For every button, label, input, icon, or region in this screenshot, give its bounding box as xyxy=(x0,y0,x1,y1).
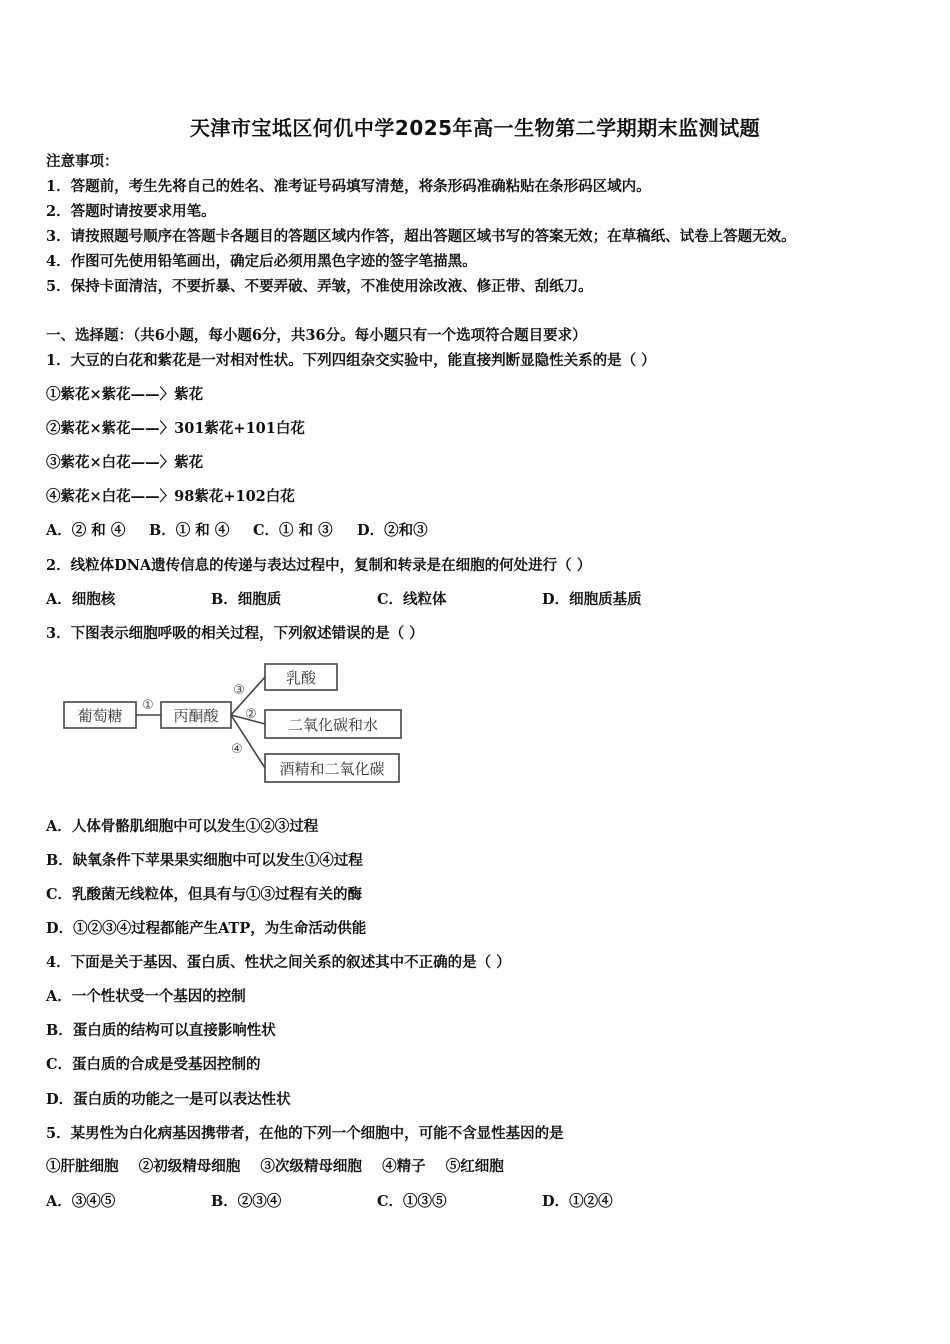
section-heading: 一、选择题：（共6小题，每小题6分，共36分。每小题只有一个选项符合题目要求） xyxy=(46,327,587,344)
option-c[interactable]: C．蛋白质的合成是受基因控制的 xyxy=(46,1056,261,1073)
cross-item: ①紫花×紫花——〉紫花 xyxy=(46,386,204,403)
question-stem: 3．下图表示细胞呼吸的相关过程，下列叙述错误的是（ ） xyxy=(46,625,424,642)
option-a[interactable]: A．③④⑤ xyxy=(46,1193,116,1210)
answer-options xyxy=(46,1192,613,1212)
option-b[interactable]: B．缺氧条件下苹果果实细胞中可以发生①④过程 xyxy=(46,852,363,869)
option-c[interactable]: C．线粒体 xyxy=(377,591,447,608)
question-stem: 2．线粒体DNA遗传信息的传递与表达过程中，复制和转录是在细胞的何处进行（ ） xyxy=(46,557,592,574)
co2-water-label: 二氧化碳和水 xyxy=(287,716,379,734)
step-2-label: ② xyxy=(245,707,257,722)
respiration-diagram xyxy=(60,660,410,785)
cell-list: ①肝脏细胞 ②初级精母细胞 ③次级精母细胞 ④精子 ⑤红细胞 xyxy=(46,1158,504,1175)
alcohol-co2-label: 酒精和二氧化碳 xyxy=(279,760,385,778)
notice-item: 2．答题时请按要求用笔。 xyxy=(46,203,216,220)
option-c[interactable]: C．① 和 ③ xyxy=(253,522,333,539)
option-c[interactable]: C．①③⑤ xyxy=(377,1193,447,1210)
notice-item: 5．保持卡面清洁，不要折暴、不要弄破、弄皱，不准使用涂改液、修正带、刮纸刀。 xyxy=(46,278,593,295)
option-b[interactable]: B．②③④ xyxy=(211,1193,282,1210)
step-3-label: ③ xyxy=(233,683,245,698)
step-4-label: ④ xyxy=(231,742,243,757)
option-d[interactable]: D．②和③ xyxy=(357,522,428,539)
cross-item: ②紫花×紫花——〉301紫花+101白花 xyxy=(46,420,305,437)
cross-item: ③紫花×白花——〉紫花 xyxy=(46,454,204,471)
option-a[interactable]: A．② 和 ④ xyxy=(46,522,126,539)
option-a[interactable]: A．一个性状受一个基因的控制 xyxy=(46,988,246,1005)
question-stem: 1．大豆的白花和紫花是一对相对性状。下列四组杂交实验中，能直接判断显隐性关系的是（ ） xyxy=(46,352,656,369)
notice-item: 3．请按照题号顺序在答题卡各题目的答题区域内作答，超出答题区域书写的答案无效；在草稿纸、试卷上答题无效。 xyxy=(46,228,796,245)
lactic-acid-label: 乳酸 xyxy=(285,669,317,687)
option-d[interactable]: D．①②④ xyxy=(542,1193,613,1210)
question-stem: 5．某男性为白化病基因携带者，在他的下列一个细胞中，可能不含显性基因的是 xyxy=(46,1125,564,1142)
notice-item: 1．答题前，考生先将自己的姓名、准考证号码填写清楚，将条形码准确粘贴在条形码区域内。 xyxy=(46,178,651,195)
answer-options xyxy=(46,590,642,610)
step-1-label: ① xyxy=(142,698,154,713)
option-d[interactable]: D．①②③④过程都能产生ATP，为生命活动供能 xyxy=(46,920,367,937)
question-stem: 4．下面是关于基因、蛋白质、性状之间关系的叙述其中不正确的是（ ） xyxy=(46,954,511,971)
pyruvate-label: 丙酮酸 xyxy=(173,707,219,725)
option-c[interactable]: C．乳酸菌无线粒体，但具有与①③过程有关的酶 xyxy=(46,886,363,903)
option-a[interactable]: A．人体骨骼肌细胞中可以发生①②③过程 xyxy=(46,818,319,835)
cross-item: ④紫花×白花——〉98紫花+102白花 xyxy=(46,488,295,505)
option-d[interactable]: D．蛋白质的功能之一是可以表达性状 xyxy=(46,1091,291,1108)
option-d[interactable]: D．细胞质基质 xyxy=(542,591,642,608)
notice-heading: 注意事项： xyxy=(46,153,119,170)
glucose-label: 葡萄糖 xyxy=(77,707,123,725)
option-b[interactable]: B．细胞质 xyxy=(211,591,282,608)
option-a[interactable]: A．细胞核 xyxy=(46,591,116,608)
answer-options xyxy=(46,521,428,541)
notice-item: 4．作图可先使用铅笔画出，确定后必须用黑色字迹的签字笔描黑。 xyxy=(46,253,477,270)
page-title: 天津市宝坻区何仉中学2025年高一生物第二学期期末监测试题 xyxy=(189,116,761,140)
option-b[interactable]: B．① 和 ④ xyxy=(149,522,230,539)
option-b[interactable]: B．蛋白质的结构可以直接影响性状 xyxy=(46,1022,276,1039)
